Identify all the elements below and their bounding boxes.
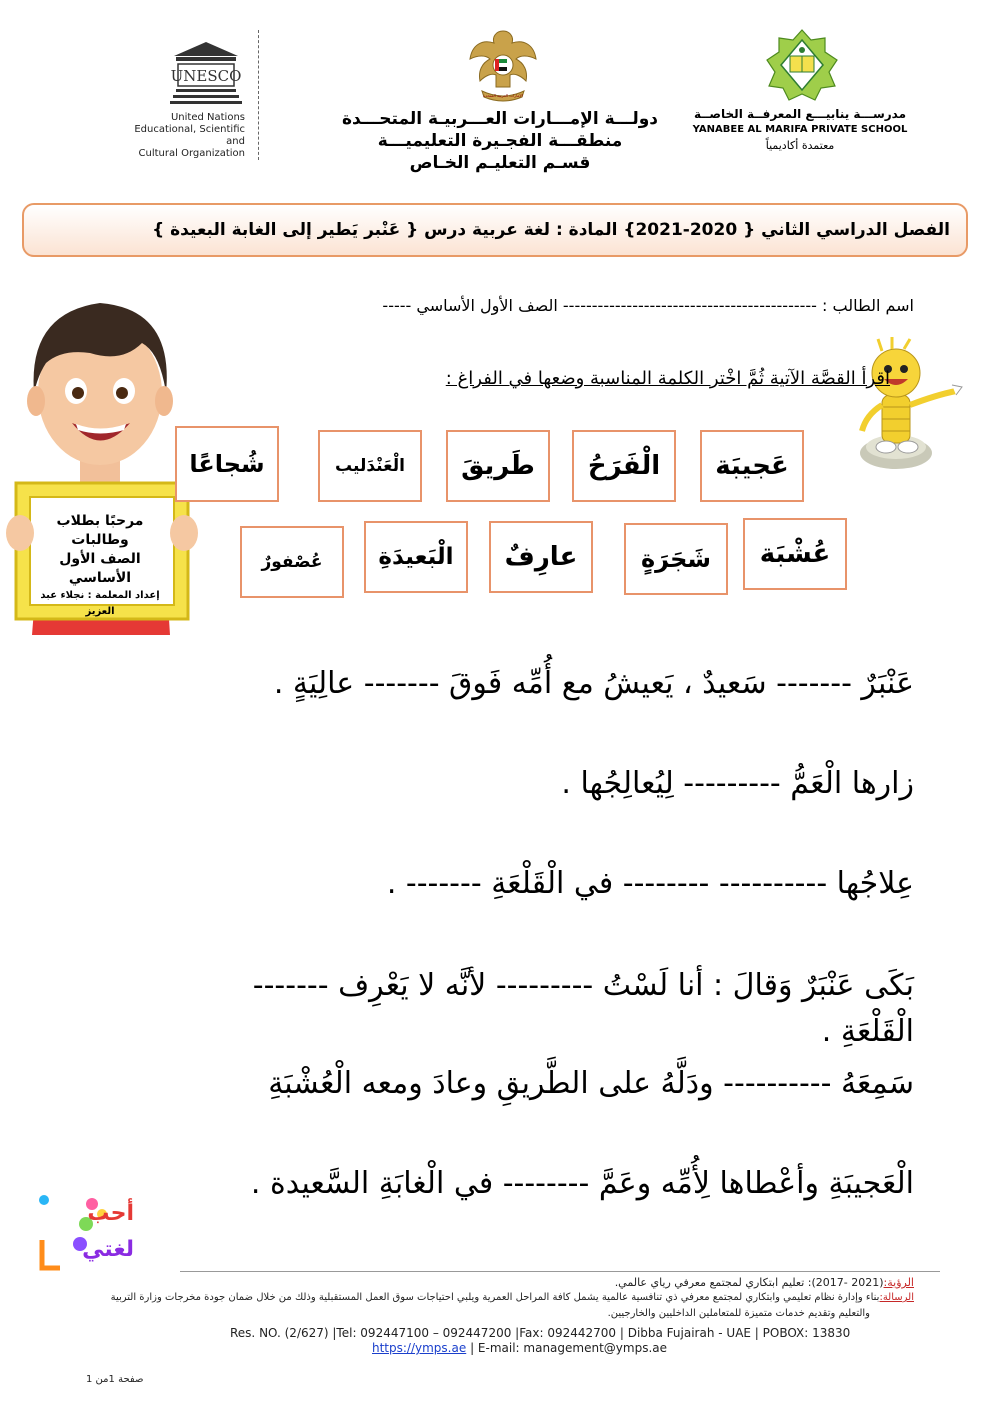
sentence-5: سَمِعَهُ ---------- ودَلَّهُ على الطَّريقِ وعادَ ومعه الْعُشْبَةِ	[268, 1066, 914, 1101]
sign-line-1: مرحبًا بطلاب وطالبات	[56, 513, 144, 548]
sentence-2: زارها الْعَمُّ --------- لِيُعالِجُها .	[561, 766, 914, 801]
school-logo	[765, 28, 839, 102]
header-divider	[258, 30, 259, 160]
word-box: الْبَعيدَةِ	[364, 521, 468, 593]
unesco-line-2: Educational, Scientific and	[134, 124, 245, 147]
school-name-en: YANABEE AL MARIFA PRIVATE SCHOOL	[692, 124, 908, 135]
sentence-3: عِلاجُها ---------- -------- في الْقَلْعَةِ ------- .	[386, 866, 914, 901]
vision-label: الرؤية:	[883, 1276, 914, 1289]
logo-word-love: أحب	[87, 1201, 134, 1226]
mission-text: بناء وإدارة نظام تعليمي وابتكاري لمجتمع معرفي ذي تنافسية عالمية يشمل كافة المراحل العمرية ويلبي احتياجات سوق العمل المستقبلية وذلك من خلال ضمان جودة مخرجات وزارة التربية	[110, 1292, 880, 1303]
uae-line-3: قسـم التعليـم الخـاص	[409, 153, 591, 173]
school-name-ar: مدرســـة ينابيـــع المعرفــة الخاصــة	[693, 107, 907, 121]
email-text: | E-mail: management@ymps.ae	[470, 1341, 667, 1355]
sign-line-3: إعداد المعلمة : نجلاء عبد العزيز	[40, 590, 160, 617]
word-box: عَجيبَة	[700, 430, 804, 502]
footer-love-arabic-logo	[32, 1190, 142, 1280]
word-box: الْفَرَحُ	[572, 430, 676, 502]
sign-line-2: الصف الأول الأساسي	[59, 551, 141, 586]
sentence-1: عَنْبَرٌ ------- سَعيدٌ ، يَعيشُ مع أُمِّه فَوقَ ------- عالِيَةٍ .	[273, 666, 914, 701]
unesco-mark: UNESCO	[170, 67, 242, 85]
word-box: عارِفٌ	[489, 521, 593, 593]
unesco-logo	[170, 40, 242, 110]
footer-divider	[180, 1271, 940, 1272]
unesco-line-1: United Nations	[170, 112, 245, 123]
unesco-line-3: Cultural Organization	[138, 148, 245, 159]
word-box: عُشْبَة	[743, 518, 847, 590]
web-line	[372, 1341, 667, 1355]
unesco-caption	[115, 112, 245, 160]
sentence-4: بَكَى عَنْبَرٌ وَقالَ : أنا لَسْتُ --------- لأنَّه لا يَعْرِف -------	[252, 968, 914, 1003]
mascot-illustration	[852, 335, 964, 475]
uae-emblem	[468, 25, 538, 103]
lesson-banner-text: الفصل الدراسي الثاني { 2020-2021} المادة : لغة عربية درس { عَنْبر يَطير إلى الغابة البعيدة }	[152, 220, 950, 240]
word-box: طَريقَ	[446, 430, 550, 502]
uae-line-2: منطقـــة الفجـيرة التعليميـــة	[377, 131, 623, 151]
sentence-6: الْعَجيبَةِ وأعْطاها لِأُمِّه وعَمَّ -------- في الْغابَةِ السَّعيدة .	[250, 1166, 914, 1201]
school-name-block	[690, 106, 910, 154]
word-box: عُصْفورٌ	[240, 526, 344, 598]
student-name-line: اسم الطالب : -------------------------------------------- الصف الأول الأساسي -----	[382, 296, 914, 315]
contact-line: Res. NO. (2/627) |Tel: 092447100 – 092447200 |Fax: 092442700 | Dibba Fujairah - UAE | POBOX: 13830	[230, 1326, 851, 1340]
uae-heading	[340, 108, 660, 174]
lesson-banner	[22, 203, 968, 257]
website-link[interactable]: https://ymps.ae	[372, 1341, 467, 1355]
emblem-caption: الإمارات العربية المتحدة	[483, 93, 523, 98]
uae-line-1: دولـــة الإمـــارات العـــربيـة المتحـــدة	[341, 109, 659, 129]
logo-word-language: لغتي	[82, 1237, 134, 1262]
vision-line	[615, 1276, 914, 1289]
mission-line	[111, 1292, 914, 1303]
word-box: شَجَرَةٍ	[624, 523, 728, 595]
word-box: الْعَنْدَليب	[318, 430, 422, 502]
vision-text: (2021 -2017): تعليم ابتكاري لمجتمع معرفي رياي عالمي.	[614, 1276, 884, 1289]
page-number: صفحة 1من 1	[86, 1374, 144, 1385]
boy-sign-text	[30, 512, 170, 620]
mission-line-2: والتعليم وتقديم خدمات متميزة للمتعاملين الداخليين والخارجيين.	[607, 1308, 870, 1319]
sentence-4-continued: الْقَلْعَةِ .	[821, 1014, 914, 1049]
instruction-text: اقرأ القصَّة الآتية ثُمَّ اخْتر الكلمة المناسبة وضعها في الفراغ :	[445, 368, 890, 389]
school-accredited: معتمدة أكاديمياً	[765, 139, 835, 152]
word-box: شُجاعًا	[175, 426, 279, 502]
mission-label: الرسالة:	[879, 1292, 914, 1303]
